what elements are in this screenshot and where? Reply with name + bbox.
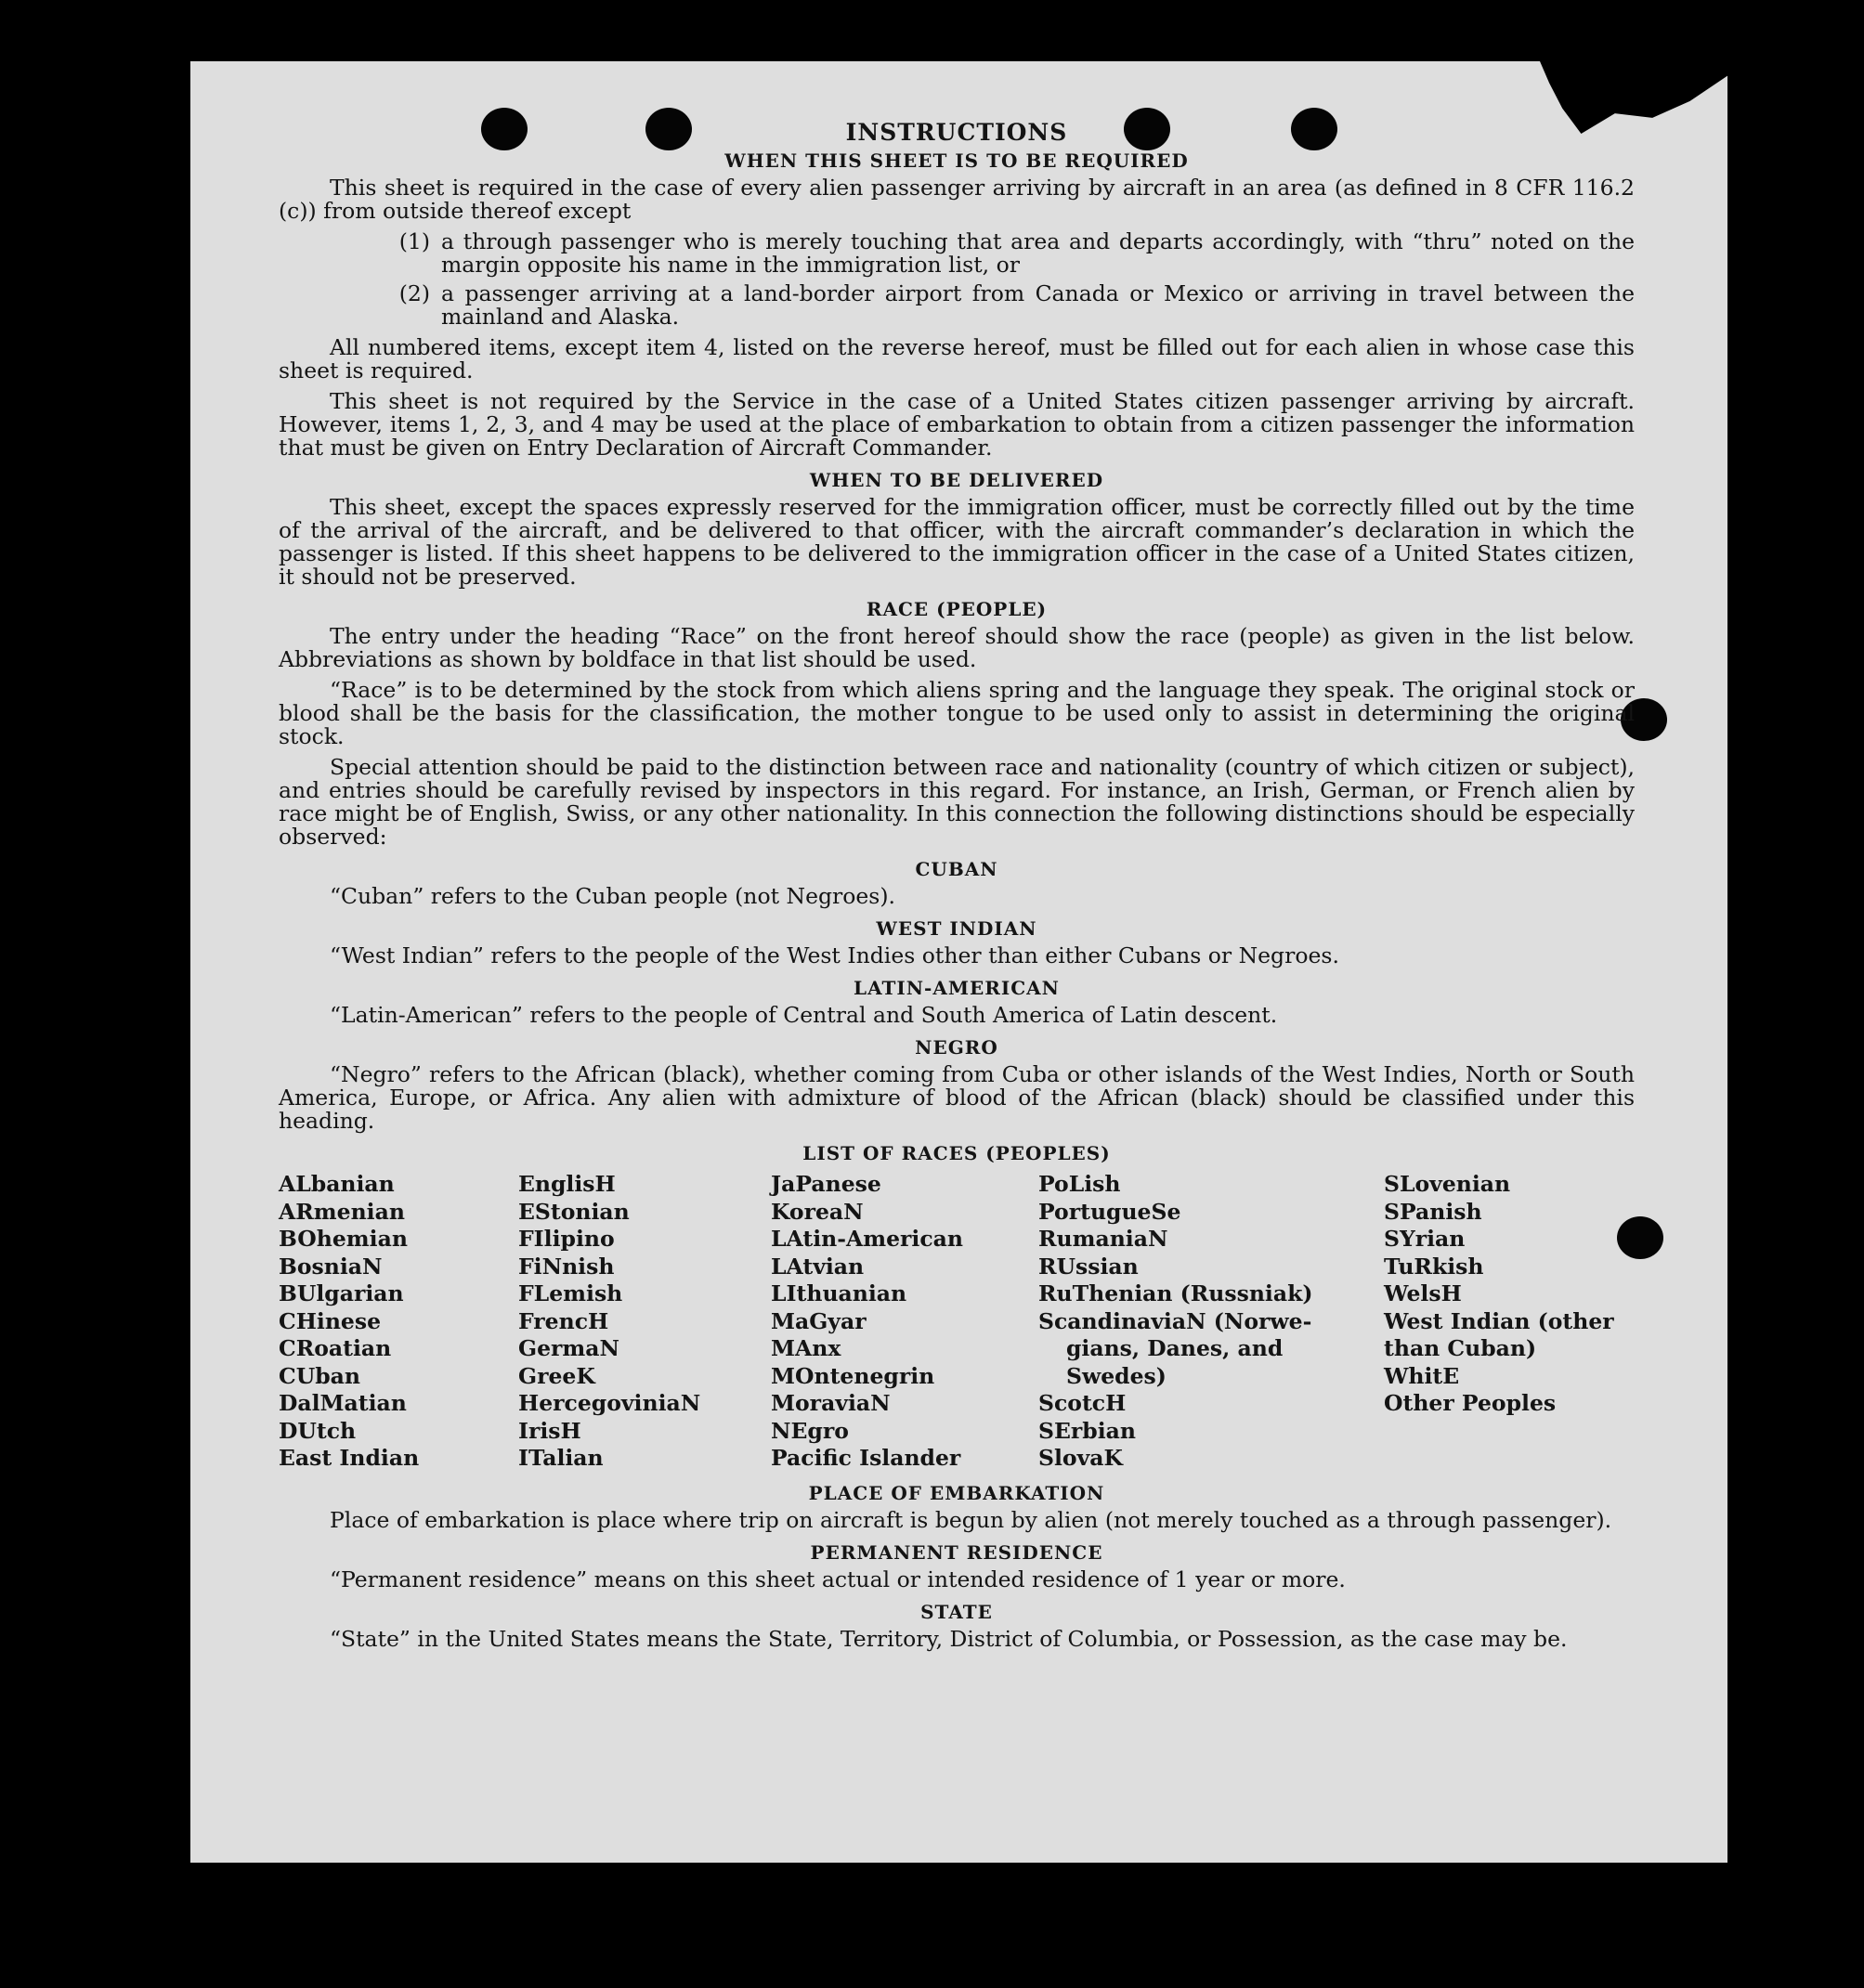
race-entry: GreeK: [518, 1362, 595, 1389]
heading-latin-american: LATIN-AMERICAN: [854, 977, 1060, 999]
race-entry: ScandinaviaN (Norwe-: [1038, 1307, 1312, 1334]
race-entry: EStonian: [518, 1198, 630, 1225]
race-entry: RUssian: [1038, 1253, 1139, 1280]
race-entry: GermaN: [518, 1335, 619, 1361]
latin-american-text: “Latin-American” refers to the people of Central and South America of Latin descent.: [330, 1002, 1278, 1028]
west-indian-text: “West Indian” refers to the people of the West Indies other than either Cubans or Negroes.: [330, 942, 1339, 968]
race-entry: SLovenian: [1384, 1171, 1511, 1197]
race-entry: SPanish: [1384, 1198, 1482, 1225]
race-entry: LIthuanian: [771, 1280, 907, 1306]
race-entry: IrisH: [518, 1417, 581, 1444]
heading-state: STATE: [920, 1600, 993, 1623]
heading-west-indian: WEST INDIAN: [876, 917, 1037, 940]
race-entry: CRoatian: [279, 1335, 392, 1361]
heading-negro: NEGRO: [915, 1036, 998, 1059]
document-sheet: [190, 61, 1727, 1863]
race-entry: MaGyar: [771, 1307, 867, 1334]
exception-text: a through passenger who is merely touching that area and departs accordingly, with “thru” noted on the margin opposite his name in the immigration list, or: [441, 228, 1635, 278]
race-column: [279, 1171, 518, 1473]
heading-race: RACE (PEOPLE): [866, 598, 1048, 620]
race-entry: HercegoviniaN: [518, 1390, 701, 1416]
citizen-paragraph: This sheet is not required by the Service in the case of a United States citizen passenger arriving by aircraft. However, items 1, 2, 3, and 4 may be used at the place of embarkation to obtain from a citizen passenger the information that must be given on Entry Declaration of Aircraft Commander.: [279, 388, 1635, 461]
exception-item: [279, 230, 1635, 277]
race-entry: ITalian: [518, 1445, 604, 1471]
race-entry: LAtvian: [771, 1253, 865, 1280]
race-column: [518, 1171, 771, 1473]
race-entry: SYrian: [1384, 1226, 1466, 1252]
race-entry: NEgro: [771, 1417, 849, 1444]
race-entry: KoreaN: [771, 1198, 864, 1225]
exceptions-list: [279, 230, 1635, 329]
race-entry: BosniaN: [279, 1253, 383, 1280]
race-entry: CHinese: [279, 1307, 382, 1334]
instructions-body: [279, 121, 1635, 1658]
permanent-residence-text: “Permanent residence” means on this sheet actual or intended residence of 1 year or more.: [330, 1566, 1346, 1592]
race-entry: WhitE: [1384, 1362, 1460, 1389]
race-paragraph-2: “Race” is to be determined by the stock from which aliens spring and the language they speak. The original stock or blood shall be the basis for the classification, the mother tongue to be used only to assist in determining the original stock.: [279, 677, 1635, 749]
race-entry: West Indian (other: [1384, 1307, 1614, 1334]
race-entry: Other Peoples: [1384, 1390, 1557, 1416]
race-entry: East Indian: [279, 1445, 420, 1471]
race-entry: RumaniaN: [1038, 1226, 1168, 1252]
heading-place-of-embarkation: PLACE OF EMBARKATION: [808, 1481, 1105, 1504]
race-entry: FiNnish: [518, 1253, 615, 1280]
race-column: [1038, 1171, 1384, 1473]
heading-when-delivered: WHEN TO BE DELIVERED: [809, 469, 1104, 491]
race-entry: FIlipino: [518, 1226, 615, 1252]
race-entry: ALbanian: [279, 1171, 395, 1197]
exception-text: a passenger arriving at a land-border airport from Canada or Mexico or arriving in travel between the mainland and Alaska.: [441, 280, 1635, 330]
heading-cuban: CUBAN: [915, 858, 998, 880]
race-entry: SlovaK: [1038, 1445, 1123, 1471]
exception-number: (2): [398, 280, 430, 306]
race-entry: Pacific Islander: [771, 1445, 961, 1471]
state-text: “State” in the United States means the State, Territory, District of Columbia, or Possession, as the case may be.: [330, 1625, 1568, 1652]
race-entry: LAtin-American: [771, 1226, 963, 1252]
heading-when-required: WHEN THIS SHEET IS TO BE REQUIRED: [724, 149, 1189, 172]
race-entry: MOntenegrin: [771, 1362, 935, 1389]
exception-number: (1): [398, 228, 430, 254]
race-entry: FrencH: [518, 1307, 609, 1334]
race-entry: RuThenian (Russniak): [1038, 1280, 1313, 1306]
page-title: INSTRUCTIONS: [845, 119, 1068, 146]
race-entry: gians, Danes, and: [1066, 1335, 1284, 1361]
heading-list-of-races: LIST OF RACES (PEOPLES): [802, 1142, 1111, 1164]
race-entry: MAnx: [771, 1335, 841, 1361]
race-paragraph-1: The entry under the heading “Race” on the front hereof should show the race (people) as given in the list below. Abbreviations as shown by boldface in that list should be used.: [279, 623, 1635, 672]
race-entry: SErbian: [1038, 1417, 1136, 1444]
race-entry: DalMatian: [279, 1390, 407, 1416]
race-list: [279, 1171, 1635, 1473]
race-entry: WelsH: [1384, 1280, 1462, 1306]
exception-item: [279, 282, 1635, 329]
heading-permanent-residence: PERMANENT RESIDENCE: [810, 1540, 1103, 1564]
cuban-text: “Cuban” refers to the Cuban people (not Negroes).: [330, 883, 896, 909]
when-delivered-text: This sheet, except the spaces expressly reserved for the immigration officer, must be correctly filled out by the time of the arrival of the aircraft, and be delivered to that officer, with the aircraft commander’s declaration in which the passenger is listed. If this sheet happens to be delivered to the immigration officer in the case of a United States citizen, it should not be preserved.: [279, 494, 1635, 590]
race-paragraph-3: Special attention should be paid to the distinction between race and nationality (country of which citizen or subject), and entries should be carefully revised by inspectors in this regard. For instance, an Irish, German, or French alien by race might be of English, Swiss, or any other nationality. In this connection the following distinctions should be especially observed:: [279, 754, 1635, 850]
race-entry: MoraviaN: [771, 1390, 891, 1416]
race-entry: Swedes): [1066, 1362, 1167, 1389]
race-entry: BUlgarian: [279, 1280, 404, 1306]
race-entry: EnglisH: [518, 1171, 616, 1197]
race-column: [771, 1171, 1038, 1473]
race-entry: PoLish: [1038, 1171, 1121, 1197]
when-required-intro: This sheet is required in the case of every alien passenger arriving by aircraft in an area (as defined in 8 CFR 116.2 (c)) from outside thereof except: [279, 175, 1635, 224]
race-entry: BOhemian: [279, 1226, 408, 1252]
race-entry: DUtch: [279, 1417, 357, 1444]
race-column: [1384, 1171, 1635, 1473]
race-entry: FLemish: [518, 1280, 623, 1306]
race-entry: PortugueSe: [1038, 1198, 1181, 1225]
race-entry: than Cuban): [1384, 1335, 1537, 1361]
race-entry: JaPanese: [771, 1171, 881, 1197]
negro-text: “Negro” refers to the African (black), whether coming from Cuba or other islands of the West Indies, North or South America, Europe, or Africa. Any alien with admixture of blood of the African (black) should be classified under this heading.: [279, 1061, 1635, 1134]
numbered-items-paragraph: All numbered items, except item 4, listed on the reverse hereof, must be filled out for each alien in whose case this sheet is required.: [279, 334, 1635, 383]
race-entry: CUban: [279, 1362, 360, 1389]
place-of-embarkation-text: Place of embarkation is place where trip on aircraft is begun by alien (not merely touched as a through passenger).: [330, 1506, 1612, 1533]
race-entry: ARmenian: [279, 1198, 405, 1225]
race-entry: ScotcH: [1038, 1390, 1127, 1416]
race-entry: TuRkish: [1384, 1253, 1484, 1280]
